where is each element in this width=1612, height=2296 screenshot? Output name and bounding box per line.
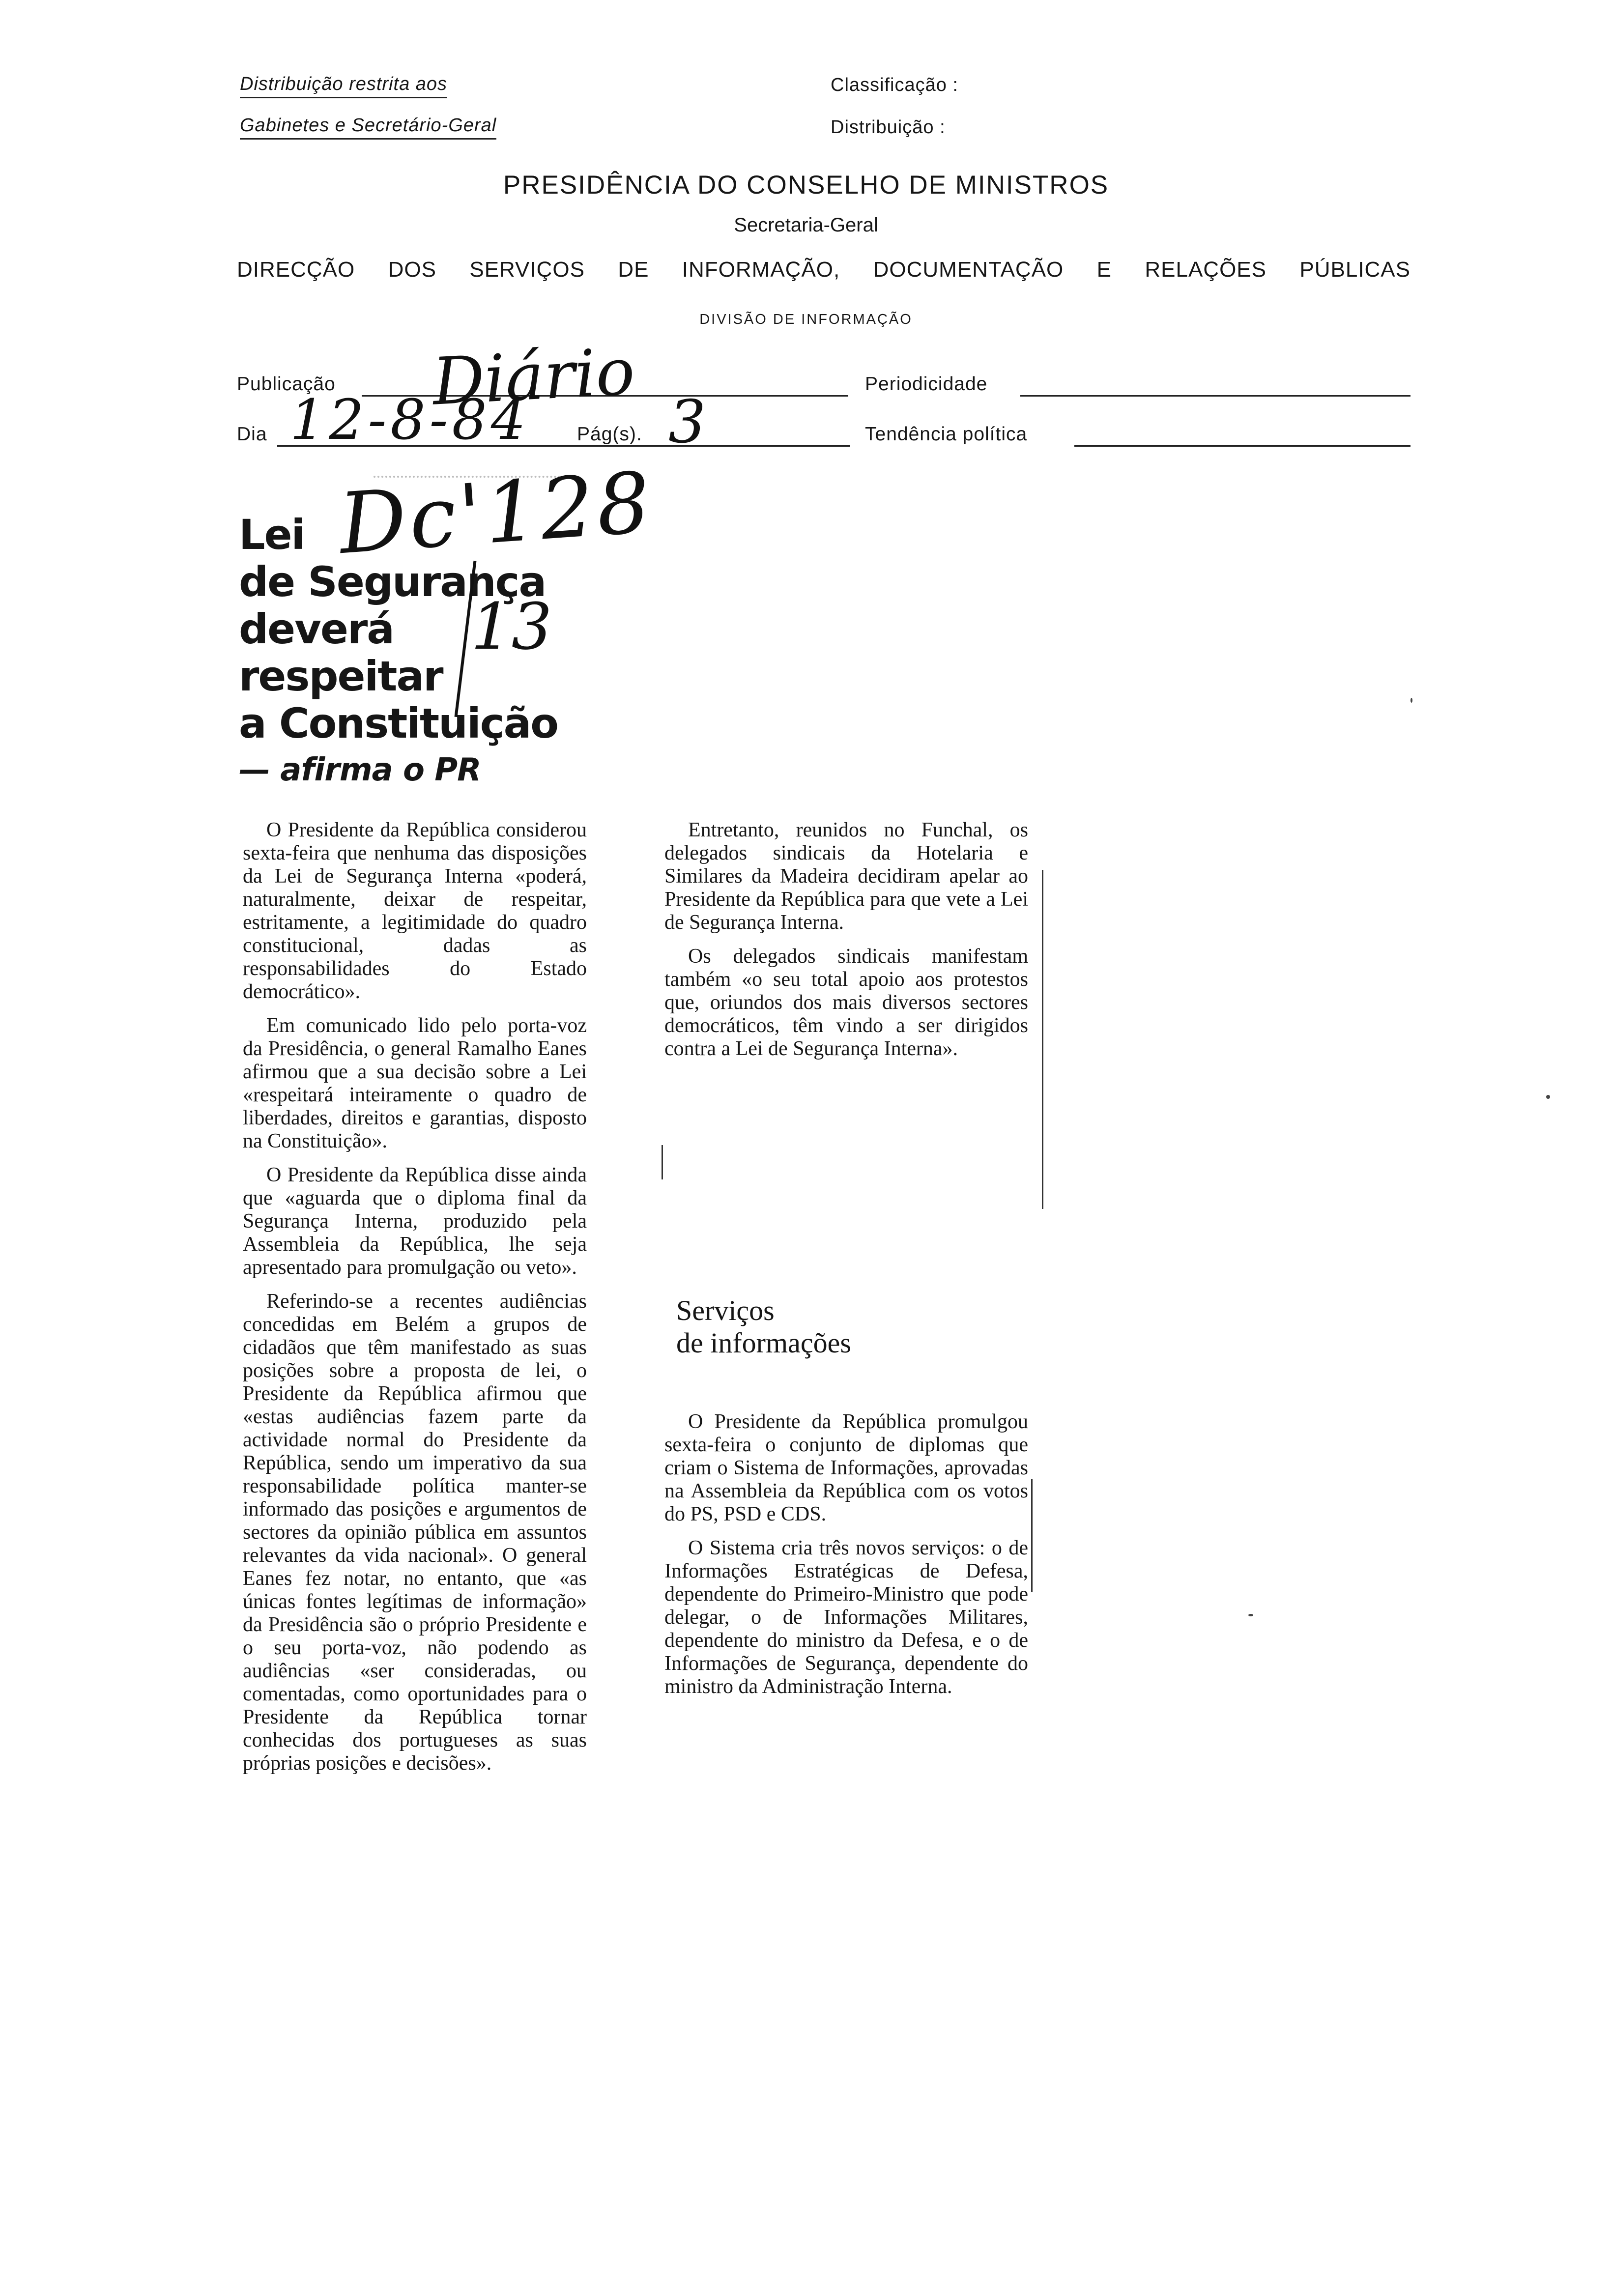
paragraph: O Presidente da República promulgou sexta-feira o conjunto de diplomas que criam o Sistema de Informações, aprovadas na Assembleia da República com os votos do PS, PSD e CDS. (664, 1410, 1028, 1525)
divisao-informacao: DIVISÃO DE INFORMAÇÃO (699, 312, 913, 327)
scan-speck (1410, 698, 1412, 703)
article-column-1 (243, 819, 587, 1775)
headline-line-2: de Segurança (239, 558, 546, 606)
pags-label: Pág(s). (574, 424, 645, 445)
periodicidade-label: Periodicidade (865, 373, 988, 395)
scan-speck (1248, 1614, 1253, 1616)
distribuicao-label: Distribuição : (831, 117, 946, 138)
paragraph: O Presidente da República disse ainda que «aguarda que o diploma final da Segurança Interna, produzido pela Assembleia da República, lhe seja apresentado para promulgação ou veto». (243, 1164, 587, 1279)
organization-title: PRESIDÊNCIA DO CONSELHO DE MINISTROS (503, 171, 1109, 200)
secretaria-geral: Secretaria-Geral (734, 214, 878, 236)
tendencia-politica-label: Tendência política (865, 424, 1028, 445)
classificacao-label: Classificação : (831, 75, 958, 95)
column-rule (662, 1145, 663, 1179)
paragraph: Em comunicado lido pelo porta-voz da Presidência, o general Ramalho Eanes afirmou que a sua decisão sobre a Lei «respeitará inteiramente o quadro de liberdades, direitos e garantias, disposto na Constituição». (243, 1014, 587, 1152)
headline-line-1: Lei (239, 511, 305, 559)
publicacao-label: Publicação (237, 373, 336, 395)
headline-line-3: deverá (239, 605, 394, 653)
article-column-2 (664, 819, 1028, 1061)
paragraph: Referindo-se a recentes audiências concedidas em Belém a grupos de cidadãos que têm manifestado as suas posições sobre a proposta de lei, o Presidente da República afirmou que «estas audiências fazem parte da actividade normal do Presidente da República, sendo um imperativo da sua responsabilidade política manter-se informado das posições e argumentos de sectores da opinião pública em assuntos relevantes da vida nacional». O general Eanes fez notar, no entanto, que «as únicas fontes legítimas de informação» da Presidência são o próprio Presidente e o seu porta-voz, não podendo as audiências «ser consideradas, ou comentadas, como oportunidades para o Presidente da República tornar conhecidas dos portugueses as suas próprias posições e decisões». (243, 1290, 587, 1775)
pags-handwritten-value: 3 (668, 388, 706, 457)
handwritten-number-note: 13 (471, 589, 552, 664)
column-rule (1031, 1479, 1033, 1592)
subheading-line-1: Serviços (676, 1294, 775, 1326)
tendencia-line (1074, 445, 1410, 447)
paragraph: O Presidente da República considerou sexta-feira que nenhuma das disposições da Lei de Segurança Interna «poderá, naturalmente, deixar de respeitar, estritamente, a legitimidade do quadro constitucional, dadas as responsabilidades do Estado democrático». (243, 819, 587, 1003)
periodicidade-line (1020, 395, 1410, 397)
dia-label: Dia (237, 424, 267, 445)
subheading-line-2: de informações (676, 1327, 851, 1359)
subheading (676, 1294, 851, 1359)
handwritten-reference-note: Dc'128 (336, 454, 656, 574)
scan-speck (1546, 1095, 1550, 1099)
paragraph: O Sistema cria três novos serviços: o de Informações Estratégicas de Defesa, dependente do Primeiro-Ministro que pode delegar, o de Informações Militares, dependente do ministro da Defesa, e o de Informações de Segurança, dependente do ministro da Administração Interna. (664, 1537, 1028, 1698)
paragraph: Entretanto, reunidos no Funchal, os delegados sindicais da Hotelaria e Similares da Madeira decidiram apelar ao Presidente da República para que vete a Lei de Segurança Interna. (664, 819, 1028, 934)
paragraph: Os delegados sindicais manifestam também «o seu total apoio aos protestos que, oriundos dos mais diversos sectores democráticos, têm vindo a ser dirigidos contra a Lei de Segurança Interna». (664, 945, 1028, 1060)
restricted-distribution-line2: Gabinetes e Secretário-Geral (240, 115, 496, 140)
dia-handwritten-value: 12-8-84 (290, 388, 530, 452)
restricted-distribution-line1: Distribuição restrita aos (240, 74, 447, 98)
headline-line-5: a Constituição (239, 699, 558, 747)
direccao-servicos: DIRECÇÃO DOS SERVIÇOS DE INFORMAÇÃO, DOCUMENTAÇÃO E RELAÇÕES PÚBLICAS (237, 258, 1410, 282)
headline-kicker: — afirma o PR (239, 752, 481, 788)
article-column-3 (664, 1410, 1028, 1698)
headline-line-4: respeitar (239, 652, 443, 700)
publicacao-handwritten-value: Diário (431, 334, 637, 420)
column-rule (1042, 870, 1043, 1209)
